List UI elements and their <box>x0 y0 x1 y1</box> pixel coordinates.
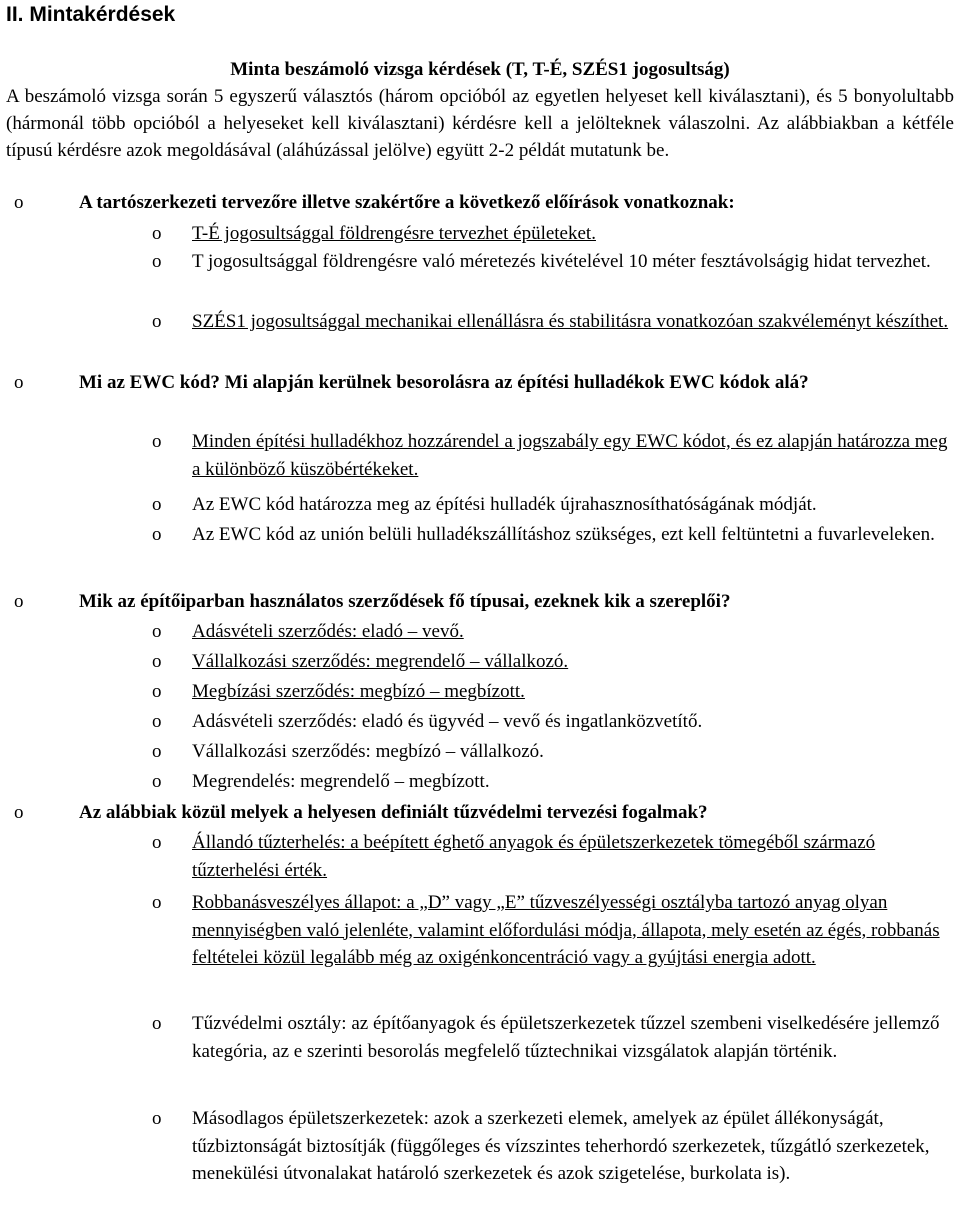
bullet-marker: o <box>152 524 162 545</box>
intro-paragraph: A beszámoló vizsga során 5 egyszerű választós (három opcióból az egyetlen helyeset kell kiválasztani), és 5 bonyolultabb (hármonál több opcióból a helyeseket kell kiválasztani) kérdésre kell a jelölteknek válaszolni. Az alábbiakban a kétféle típusú kérdésre azok megoldásával (aláhúzással jelölve) együtt 2-2 példát mutatunk be. <box>6 86 954 161</box>
bullet-marker: o <box>152 651 162 672</box>
bullet-marker: o <box>152 311 162 332</box>
bullet-marker: o <box>152 832 162 853</box>
bullet-marker: o <box>152 681 162 702</box>
answer-item <box>152 220 958 248</box>
answer-text: Tűzvédelmi osztály: az építőanyagok és épületszerkezetek tűzzel szembeni viselkedésére jellemző kategória, az e szerinti besorolás megfelelő tűztechnikai vizsgálatok alapján történik. <box>192 1013 940 1062</box>
answer-item <box>152 308 958 364</box>
question-text: Az alábbiak közül melyek a helyesen definiált tűzvédelmi tervezési fogalmak? <box>79 802 708 823</box>
answer-item <box>152 889 958 1001</box>
answer-text: Az EWC kód határozza meg az építési hulladék újrahasznosíthatóságának módját. <box>192 494 817 515</box>
answer-item <box>152 1010 958 1094</box>
bullet-marker: o <box>152 1013 162 1034</box>
answer-text-correct: T-É jogosultsággal földrengésre tervezhet épületeket. <box>192 223 596 244</box>
document-subtitle: Minta beszámoló vizsga kérdések (T, T-É, SZÉS1 jogosultság) <box>230 59 730 80</box>
answer-text: Adásvételi szerződés: eladó és ügyvéd – vevő és ingatlanközvetítő. <box>192 711 703 732</box>
bullet-marker: o <box>152 431 162 452</box>
answer-item <box>152 428 958 484</box>
answer-item <box>152 678 958 706</box>
answer-item <box>152 618 958 646</box>
question-item <box>14 799 956 827</box>
question-text: Mi az EWC kód? Mi alapján kerülnek besorolásra az építési hulladékok EWC kódok alá? <box>79 372 809 393</box>
bullet-marker: o <box>152 251 162 272</box>
answer-item <box>152 829 958 885</box>
bullet-marker: o <box>14 192 24 213</box>
bullet-marker: o <box>152 771 162 792</box>
answer-item <box>152 708 958 736</box>
question-text: Mik az építőiparban használatos szerződések fő típusai, ezeknek kik a szereplői? <box>79 591 731 612</box>
answer-text: Vállalkozási szerződés: megbízó – vállalkozó. <box>192 741 544 762</box>
answer-item <box>152 768 958 796</box>
answer-text: Másodlagos épületszerkezetek: azok a szerkezeti elemek, amelyek az épület állékonyságát, tűzbiztonságát biztosítják (függőleges és vízszintes teherhordó szerkezetek, tűzgátló szerkezetek, menekülési útvonalakat határoló szerkezetek és azok szigetelése, burkolata is). <box>192 1108 930 1184</box>
bullet-marker: o <box>152 892 162 913</box>
question-text: A tartószerkezeti tervezőre illetve szakértőre a következő előírások vonatkoznak: <box>79 192 735 213</box>
answer-item <box>152 648 958 676</box>
answer-item <box>152 248 958 304</box>
bullet-marker: o <box>152 223 162 244</box>
answer-text-correct: SZÉS1 jogosultsággal mechanikai ellenállásra és stabilitásra vonatkozóan szakvéleményt készíthet. <box>192 311 949 332</box>
answer-text-correct: Robbanásveszélyes állapot: a „D” vagy „E” tűzveszélyességi osztályba tartozó anyag olyan mennyiségben való jelenléte, valamint előfordulási módja, állapota, mely esetén az égés, robbanás feltételei közül legalább még az oxigénkoncentráció vagy a gyújtási energia adott. <box>192 892 940 968</box>
answer-text: Megrendelés: megrendelő – megbízott. <box>192 771 490 792</box>
bullet-marker: o <box>152 1108 162 1129</box>
answer-text: T jogosultsággal földrengésre való méretezés kivételével 10 méter fesztávolságig hidat tervezhet. <box>192 251 931 272</box>
answer-item <box>152 521 958 577</box>
question-item <box>14 369 956 425</box>
bullet-marker: o <box>14 802 24 823</box>
answer-item <box>152 491 958 519</box>
answer-text-correct: Állandó tűzterhelés: a beépített éghető anyagok és épületszerkezetek tömegéből származó tűzterhelési érték. <box>192 832 876 881</box>
bullet-marker: o <box>14 591 24 612</box>
answer-text-correct: Vállalkozási szerződés: megrendelő – vállalkozó. <box>192 651 569 672</box>
answer-item <box>152 738 958 766</box>
answer-text-correct: Megbízási szerződés: megbízó – megbízott. <box>192 681 525 702</box>
question-item <box>14 588 956 616</box>
answer-text: Az EWC kód az unión belüli hulladékszállításhoz szükséges, ezt kell feltüntetni a fuvarleveleken. <box>192 524 935 545</box>
answer-text-correct: Adásvételi szerződés: eladó – vevő. <box>192 621 464 642</box>
bullet-marker: o <box>152 711 162 732</box>
bullet-marker: o <box>152 494 162 515</box>
answer-item <box>152 1105 958 1219</box>
bullet-marker: o <box>152 741 162 762</box>
section-heading: II. Mintakérdések <box>6 3 176 26</box>
answer-text-correct: Minden építési hulladékhoz hozzárendel a jogszabály egy EWC kódot, és ez alapján határozza meg a különböző küszöbértékeket. <box>192 431 948 480</box>
bullet-marker: o <box>152 621 162 642</box>
bullet-marker: o <box>14 372 24 393</box>
question-item <box>14 189 956 217</box>
